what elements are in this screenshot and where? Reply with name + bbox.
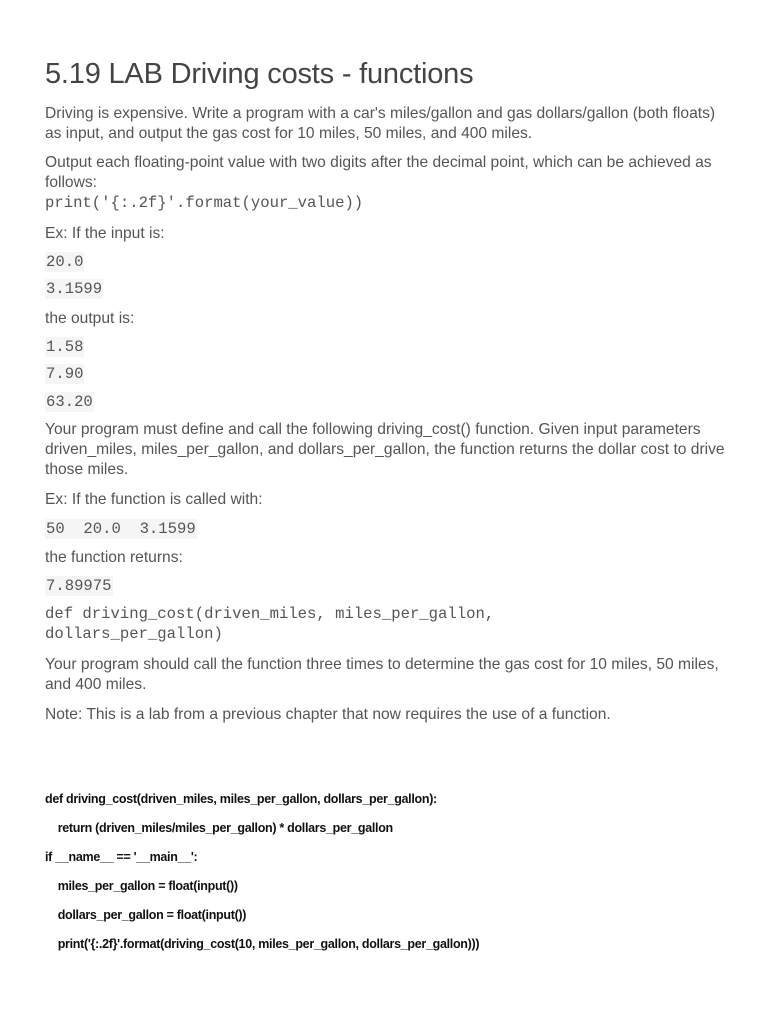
student-code-line-2: return (driven_miles/miles_per_gallon) * dollars_per_gallon (45, 821, 393, 835)
format-note: Output each floating-point value with two digits after the decimal point, which can be achieved as follows: (45, 154, 712, 191)
note-paragraph: Note: This is a lab from a previous chapter that now requires the use of a function. (45, 706, 611, 723)
call-args: 50 20.0 3.1599 (46, 520, 196, 538)
student-code-line-1: def driving_cost(driven_miles, miles_per_gallon, dollars_per_gallon): (45, 792, 437, 806)
input-label: Ex: If the input is: (45, 225, 165, 242)
def-signature-line-2: dollars_per_gallon) (45, 625, 223, 643)
function-description: Your program must define and call the following driving_cost() function. Given input parameters driven_miles, miles_per_gallon, and dollars_per_gallon, the function returns the dollar cost to drive those miles. (45, 421, 725, 478)
input-value-2: 3.1599 (46, 280, 103, 298)
output-label: the output is: (45, 310, 135, 327)
call-three-times-paragraph: Your program should call the function three times to determine the gas cost for 10 miles, 50 miles, and 400 miles. (45, 656, 719, 693)
output-value-3: 63.20 (46, 393, 93, 411)
returns-label: the function returns: (45, 549, 183, 566)
student-code-line-3: if __name__ == '__main__': (45, 850, 198, 864)
input-value-1: 20.0 (46, 253, 84, 271)
student-code-line-6: print('{:.2f}'.format(driving_cost(10, miles_per_gallon, dollars_per_gallon))) (45, 937, 480, 951)
format-code: print('{:.2f}'.format(your_value)) (45, 194, 364, 212)
student-code-line-5: dollars_per_gallon = float(input()) (45, 908, 247, 922)
output-value-1: 1.58 (46, 338, 84, 356)
def-signature-line-1: def driving_cost(driven_miles, miles_per_gallon, (45, 605, 495, 623)
student-code-line-4: miles_per_gallon = float(input()) (45, 879, 238, 893)
intro-paragraph: Driving is expensive. Write a program with a car's miles/gallon and gas dollars/gallon (both floats) as input, and output the gas cost for 10 miles, 50 miles, and 400 miles. (45, 105, 716, 142)
page-title: 5.19 LAB Driving costs - functions (45, 58, 474, 90)
output-value-2: 7.90 (46, 365, 84, 383)
call-label: Ex: If the function is called with: (45, 491, 263, 508)
returns-value: 7.89975 (46, 577, 112, 595)
